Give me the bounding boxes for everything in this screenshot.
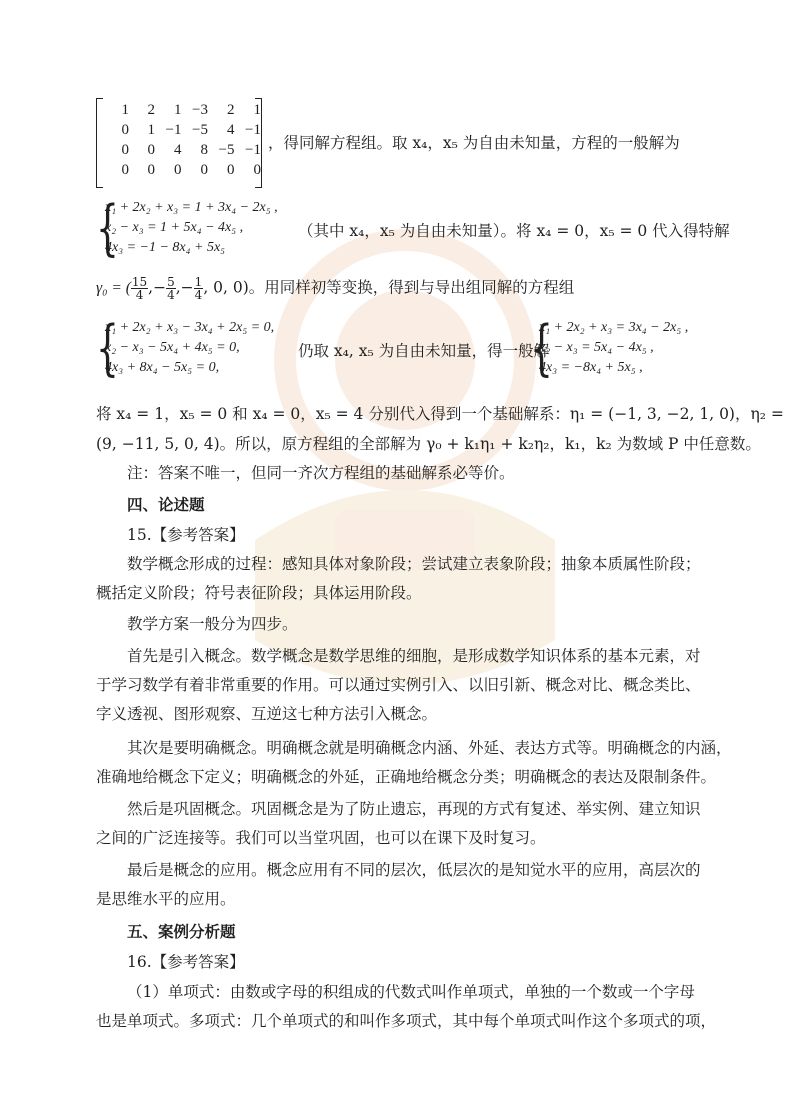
- equation-line: x₂ − x₃ = 1 + 5x₄ − 4x₅ ,: [105, 220, 244, 235]
- matrix-cell: 0: [253, 161, 261, 178]
- brace: {: [530, 313, 553, 383]
- matrix-cell: 1: [174, 101, 182, 118]
- section-4-title: 四、论述题: [127, 495, 205, 514]
- matrix-cell: 8: [200, 141, 208, 158]
- basis-line-1: 将 x₄ = 1，x₅ = 0 和 x₄ = 0，x₅ = 4 分别代入得到一个基础解系：η₁ = (−1, 3, −2, 1, 0)，η₂ =: [96, 405, 784, 423]
- gamma0-prefix: γ₀ = (: [96, 279, 131, 297]
- frac-num: 15: [131, 275, 148, 289]
- matrix-row: [104, 140, 262, 160]
- equation-line: x₁ + 2x₂ + x₃ = 3x₄ − 2x₅ ,: [539, 320, 689, 335]
- matrix-cell: −3: [192, 101, 208, 118]
- matrix-row: [104, 120, 262, 140]
- matrix-cell: 4: [174, 141, 182, 158]
- frac-num: 1: [194, 275, 203, 289]
- paragraph-line: 是思维水平的应用。: [96, 890, 236, 908]
- frac-sign: −: [180, 278, 194, 297]
- basis-line-2: (9, −11, 5, 0, 4)。所以，原方程组的全部解为 γ₀ + k₁η₁ + k₂η₂，k₁，k₂ 为数域 P 中任意数。: [96, 435, 761, 453]
- equation-line: 4x₃ + 8x₄ − 5x₅ = 0,: [105, 360, 220, 375]
- matrix-cell: 0: [147, 161, 156, 178]
- matrix-cell: −1: [245, 141, 261, 158]
- equation-line: 4x₃ = −8x₄ + 5x₅ ,: [539, 360, 643, 375]
- matrix-follow-text: ，得同解方程组。取 x₄，x₅ 为自由未知量，方程的一般解为: [268, 134, 680, 152]
- matrix-cell: −1: [245, 121, 261, 138]
- paragraph-line: 概括定义阶段；符号表征阶段；具体运用阶段。: [96, 584, 422, 602]
- matrix-cell: 0: [226, 161, 235, 178]
- paragraph-line: 教学方案一般分为四步。: [127, 615, 298, 633]
- frac-den: 4: [167, 288, 175, 302]
- matrix-cell: 0: [200, 161, 208, 178]
- matrix-cell: 1: [253, 101, 261, 118]
- matrix-cell: −5: [218, 141, 235, 158]
- matrix-cell: 1: [121, 101, 130, 118]
- frac-den: 4: [194, 288, 203, 302]
- equation-line: x₁ + 2x₂ + x₃ − 3x₄ + 2x₅ = 0,: [105, 320, 275, 335]
- augmented-matrix: [96, 98, 262, 188]
- equation-system-1: [96, 193, 296, 263]
- matrix-row: [104, 100, 262, 120]
- paragraph-line: 数学概念形成的过程：感知具体对象阶段；尝试建立表象阶段；抽象本质属性阶段；: [127, 555, 701, 573]
- matrix-cell: 2: [147, 101, 156, 118]
- special-solution-text: （其中 x₄，x₅ 为自由未知量）。将 x₄ = 0，x₅ = 0 代入得特解: [298, 222, 730, 240]
- matrix-body: [104, 100, 262, 180]
- brace: {: [96, 313, 119, 383]
- equation-system-2: [96, 313, 296, 383]
- note-line: 注：答案不唯一，但同一齐次方程组的基础解系必等价。: [127, 464, 515, 482]
- answer-15-heading: 15.【参考答案】: [127, 526, 245, 544]
- frac-sign: −: [153, 278, 167, 297]
- paragraph-line: 准确地给概念下定义；明确概念的外延，正确地给概念分类；明确概念的表达及限制条件。: [96, 768, 717, 786]
- section-5-title: 五、案例分析题: [127, 922, 236, 941]
- fraction-15-4: [131, 276, 148, 301]
- paragraph-line: （1）单项式：由数或字母的积组成的代数式叫作单项式，单独的一个数或一个字母: [127, 983, 695, 1001]
- paragraph-line: 也是单项式。多项式：几个单项式的和叫作多项式，其中每个单项式叫作这个多项式的项，: [96, 1012, 717, 1030]
- fraction-1-4: [194, 276, 204, 301]
- paragraph-line: 于学习数学有着非常重要的作用。可以通过实例引入、以旧引新、概念对比、概念类比、: [96, 676, 701, 694]
- paragraph-line: 首先是引入概念。数学概念是数学思维的细胞，是形成数学知识体系的基本元素，对: [127, 647, 701, 665]
- matrix-cell: −5: [192, 121, 208, 138]
- matrix-cell: 0: [147, 141, 156, 158]
- matrix-cell: 0: [174, 161, 182, 178]
- paragraph-line: 其次是要明确概念。明确概念就是明确概念内涵、外延、表达方式等。明确概念的内涵，: [127, 739, 732, 757]
- paragraph-line: 然后是巩固概念。巩固概念是为了防止遗忘，再现的方式有复述、举实例、建立知识: [127, 800, 701, 818]
- equation-line: x₂ − x₃ = 5x₄ − 4x₅ ,: [539, 340, 654, 355]
- equation-line: x₁ + 2x₂ + x₃ = 1 + 3x₄ − 2x₅ ,: [105, 200, 278, 215]
- matrix-cell: 0: [121, 141, 130, 158]
- matrix-cell: 4: [226, 121, 235, 138]
- matrix-cell: 0: [121, 161, 130, 178]
- brace: {: [96, 193, 119, 263]
- matrix-cell: 0: [121, 121, 130, 138]
- paragraph-line: 最后是概念的应用。概念应用有不同的层次，低层次的是知觉水平的应用，高层次的: [127, 861, 701, 879]
- fraction-5-4: [166, 276, 176, 301]
- equation-line: x₂ − x₃ − 5x₄ + 4x₅ = 0,: [105, 340, 240, 355]
- gamma0-line: γ₀ = ( $\frac{15}{4}$ ,− $\frac{5}{4}$ ,− $\frac{1}{4}$ , 0, 0)。用同样初等变换，得到与导出组同解的方程组: [96, 275, 575, 302]
- matrix-cell: −1: [165, 121, 182, 138]
- matrix-cell: 1: [147, 121, 156, 138]
- equation-system-3: [530, 313, 710, 383]
- matrix-cell: 2: [226, 101, 235, 118]
- paragraph-line: 之间的广泛连接等。我们可以当堂巩固，也可以在课下及时复习。: [96, 829, 546, 847]
- paragraph-line: 字义透视、图形观察、互逆这七种方法引入概念。: [96, 705, 438, 723]
- frac-num: 5: [167, 275, 175, 289]
- general-solution-text: 仍取 x₄, x₅ 为自由未知量，得一般解: [298, 342, 550, 360]
- frac-den: 4: [135, 288, 144, 302]
- answer-16-heading: 16.【参考答案】: [127, 953, 245, 971]
- equation-line: 4x₃ = −1 − 8x₄ + 5x₅: [105, 240, 226, 255]
- left-bracket: [96, 98, 103, 188]
- matrix-row: [104, 160, 262, 180]
- gamma0-suffix: , 0, 0)。用同样初等变换，得到与导出组同解的方程组: [203, 278, 575, 297]
